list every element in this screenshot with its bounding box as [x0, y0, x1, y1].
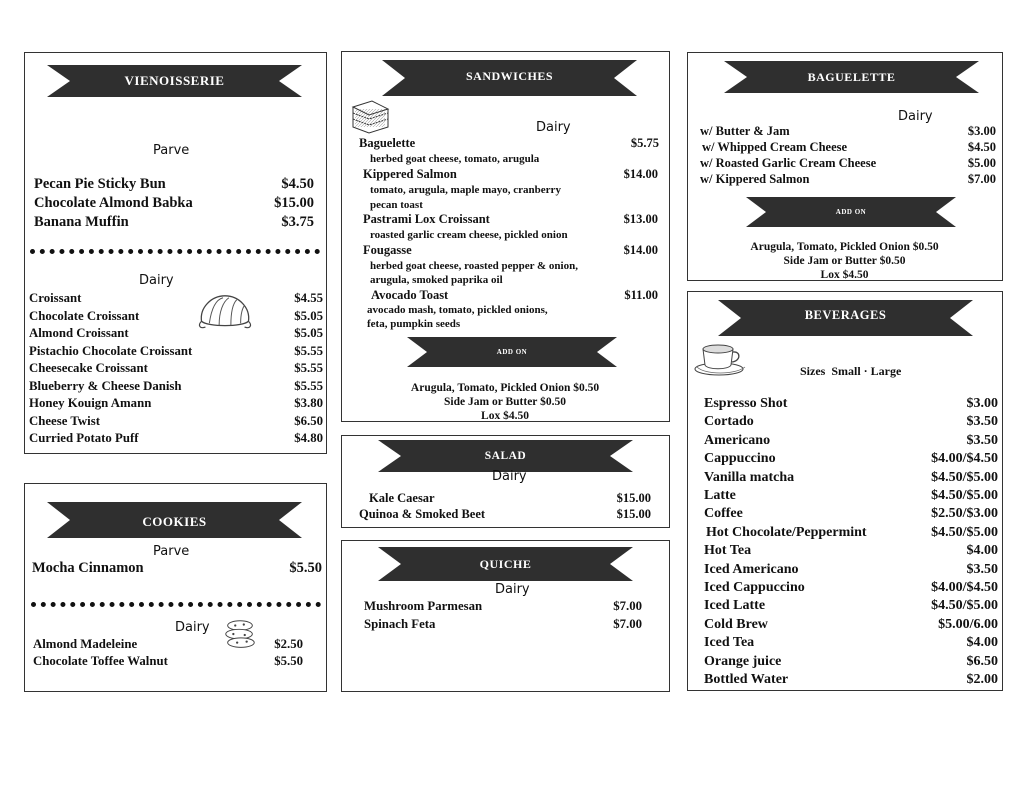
item-description: herbed goat cheese, tomato, arugula	[370, 153, 540, 165]
salad-section	[341, 435, 670, 528]
cookies-banner	[47, 498, 302, 542]
menu-item: Cheese Twist $6.50	[29, 413, 323, 428]
beverages-sizes: Sizes Small · Large	[800, 364, 902, 378]
baguelette-banner	[724, 57, 979, 97]
sandwiches-addon-title: ADD ON	[496, 348, 528, 356]
baguelette-addon-title: ADD ON	[835, 208, 867, 216]
baguelette-section	[687, 52, 1003, 281]
menu-item: Iced Americano $3.50	[704, 561, 998, 577]
menu-item: Pistachio Chocolate Croissant $5.55	[29, 343, 323, 358]
cookies-parve-label: Parve	[153, 544, 190, 559]
menu-item: w/ Whipped Cream Cheese $4.50	[702, 140, 996, 154]
menu-item: Pastrami Lox Croissant $13.00	[363, 212, 658, 226]
dotted-divider	[31, 602, 321, 607]
sandwiches-banner	[382, 56, 637, 100]
quiche-dairy-label: Dairy	[495, 582, 530, 597]
menu-item: Chocolate Almond Babka $15.00	[34, 195, 314, 211]
menu-item: Fougasse $14.00	[363, 243, 658, 257]
menu-item: Chocolate Toffee Walnut $5.50	[33, 654, 303, 668]
salad-title: SALAD	[484, 450, 527, 462]
menu-item: w/ Butter & Jam $3.00	[700, 124, 996, 138]
vienoisserie-dairy-label: Dairy	[139, 273, 174, 288]
sandwiches-addon-list: Arugula, Tomato, Pickled Onion $0.50 Side Jam or Butter $0.50 Lox $4.50	[410, 382, 600, 422]
menu-item: Blueberry & Cheese Danish $5.55	[29, 378, 323, 393]
menu-item: Orange juice $6.50	[704, 653, 998, 669]
coffee-cup-icon	[693, 337, 749, 377]
item-description: arugula, smoked paprika oil	[370, 274, 503, 286]
dotted-divider	[30, 249, 320, 254]
menu-item: Chocolate Croissant $5.05	[29, 308, 323, 323]
sandwich-icon	[350, 99, 390, 135]
baguelette-addon-list: Arugula, Tomato, Pickled Onion $0.50 Side Jam or Butter $0.50 Lox $4.50	[750, 241, 939, 281]
menu-item: Vanilla matcha $4.50/$5.00	[704, 469, 998, 485]
vienoisserie-parve-label: Parve	[153, 143, 190, 158]
menu-item: Cheesecake Croissant $5.55	[29, 361, 323, 375]
quiche-title: QUICHE	[479, 556, 532, 571]
vienoisserie-banner	[47, 59, 302, 103]
menu-item: Baguelette $5.75	[359, 136, 659, 150]
beverages-section	[687, 291, 1003, 691]
item-description: pecan toast	[370, 199, 423, 211]
menu-item: Hot Chocolate/Peppermint $4.50/$5.00	[706, 524, 998, 540]
sandwiches-section	[341, 51, 670, 422]
menu-item: Hot Tea $4.00	[704, 543, 998, 559]
sandwiches-dairy-label: Dairy	[536, 120, 571, 135]
beverages-banner	[718, 296, 973, 340]
menu-item: Avocado Toast $11.00	[371, 288, 658, 302]
menu-item: Cappuccino $4.00/$4.50	[704, 451, 998, 467]
item-description: avocado mash, tomato, pickled onions,	[367, 304, 548, 316]
salad-dairy-label: Dairy	[492, 469, 527, 484]
cookies-title: COOKIES	[142, 514, 207, 529]
menu-item: Quinoa & Smoked Beet $15.00	[359, 507, 651, 521]
menu-item: Bottled Water $2.00	[704, 672, 998, 687]
menu-item: Croissant $4.55	[29, 291, 323, 305]
baguelette-dairy-label: Dairy	[898, 109, 933, 124]
menu-item: Spinach Feta $7.00	[364, 617, 642, 631]
menu-item: w/ Roasted Garlic Cream Cheese $5.00	[700, 156, 996, 170]
cookies-section	[24, 483, 327, 692]
menu-item: Iced Tea $4.00	[704, 635, 998, 651]
baguelette-addon-banner	[746, 195, 956, 229]
quiche-section	[341, 540, 670, 692]
menu-item: Iced Cappuccino $4.00/$4.50	[704, 580, 998, 595]
menu-item: Cold Brew $5.00/6.00	[704, 616, 998, 632]
item-description: feta, pumpkin seeds	[367, 318, 461, 330]
beverages-title: BEVERAGES	[804, 307, 887, 322]
menu-item: Kale Caesar $15.00	[369, 491, 651, 505]
menu-item: Kippered Salmon $14.00	[363, 167, 658, 181]
menu-item: Americano $3.50	[704, 432, 998, 448]
cookies-dairy-label: Dairy	[175, 620, 210, 635]
menu-item: Mocha Cinnamon $5.50	[32, 560, 322, 576]
sandwiches-title: SANDWICHES	[465, 68, 554, 83]
menu-item: w/ Kippered Salmon $7.00	[700, 172, 996, 186]
vienoisserie-section	[24, 52, 327, 454]
item-description: roasted garlic cream cheese, pickled onion	[370, 229, 568, 241]
item-description: tomato, arugula, maple mayo, cranberry	[370, 184, 561, 196]
quiche-banner	[378, 545, 633, 583]
menu-item: Espresso Shot $3.00	[704, 396, 998, 411]
menu-item: Iced Latte $4.50/$5.00	[704, 598, 998, 614]
menu-item: Pecan Pie Sticky Bun $4.50	[34, 176, 314, 192]
vienoisserie-title: VIENOISSERIE	[124, 73, 225, 88]
menu-item: Almond Croissant $5.05	[29, 326, 323, 340]
menu-item: Cortado $3.50	[704, 414, 998, 430]
item-description: herbed goat cheese, roasted pepper & onion,	[370, 260, 578, 272]
menu-item: Curried Potato Puff $4.80	[29, 431, 323, 445]
menu-item: Honey Kouign Amann $3.80	[29, 396, 323, 410]
menu-item: Coffee $2.50/$3.00	[704, 506, 998, 522]
menu-item: Latte $4.50/$5.00	[704, 488, 998, 503]
menu-item: Almond Madeleine $2.50	[33, 637, 303, 651]
menu-item: Mushroom Parmesan $7.00	[364, 599, 642, 613]
sandwiches-addon-banner	[407, 335, 617, 369]
menu-item: Banana Muffin $3.75	[34, 214, 314, 230]
baguelette-title: BAGUELETTE	[807, 69, 896, 84]
